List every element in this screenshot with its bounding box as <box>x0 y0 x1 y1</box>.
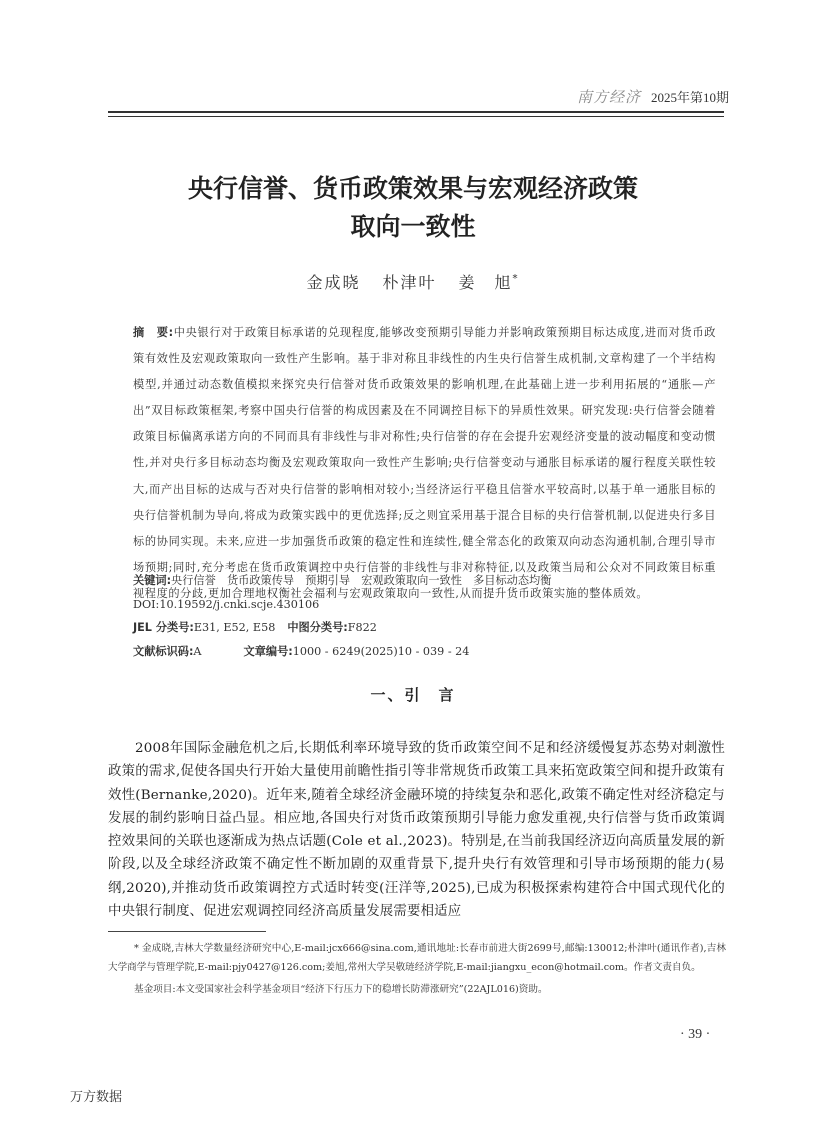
footnotes <box>108 940 726 1000</box>
jel-label: JEL 分类号: <box>133 621 194 634</box>
author-list <box>0 270 826 293</box>
header-double-rule <box>108 111 724 117</box>
doi-row: DOI:10.19592/j.cnki.scje.430106 <box>133 597 320 611</box>
abstract-label: 摘 要: <box>133 326 174 339</box>
author-name: 朴津叶 <box>382 273 437 292</box>
author-name: 金成晓 <box>306 273 361 292</box>
funding-footnote: 基金项目:本文受国家社会科学基金项目“经济下行压力下的稳增长防滞涨研究”(22AJL016)资助。 <box>134 984 548 995</box>
article-metadata <box>133 569 551 663</box>
title-line-2: 取向一致性 <box>350 212 476 241</box>
wanfang-watermark: 万方数据 <box>70 1090 123 1105</box>
body-paragraph: 2008年国际金融危机之后,长期低利率环境导致的货币政策空间不足和经济缓慢复苏态势对刺激性政策的需求,促使各国央行开始大量使用前瞻性指引等非常规货币政策工具来拓宽政策空间和提升政策有效性(Bernanke,2020)。近年来,随着全球经济金融环境的持续复杂和恶化,政策不确定性对经济稳定与发展的制约影响日益凸显。相应地,各国央行对货币政策预期引导能力愈发重视,央行信誉与货币政策调控效果间的关联也逐渐成为热点话题(Cole et al.,2023)。特别是,在当前我国经济迈向高质量发展的新阶段,以及全球经济政策不确定性不断加剧的双重背景下,提升央行有效管理和引导市场预期的能力(易纲,2020),并推动货币政策调控方式适时转变(汪洋等,2025),已成为积极探索构建符合中国式现代化的中央银行制度、促进宏观调控同经济高质量发展需要相适应 <box>108 741 725 920</box>
footnote-rule <box>108 931 266 932</box>
section-heading: 一、引 言 <box>370 686 456 704</box>
keywords-label: 关键词: <box>133 574 172 587</box>
issue-label: 2025年第10期 <box>650 90 729 105</box>
article-no-value: 1000 - 6249(2025)10 - 039 - 24 <box>292 644 470 658</box>
article-title <box>0 170 826 246</box>
keywords-row <box>133 569 551 593</box>
classification-row <box>133 616 551 640</box>
journal-logo: 南方经济 <box>576 88 641 106</box>
author-name: 姜 旭 <box>458 273 513 292</box>
running-header <box>577 86 729 107</box>
abstract-text: 中央银行对于政策目标承诺的兑现程度,能够改变预期引导能力并影响政策预期目标达成度,进而对货币政策有效性及宏观政策取向一致性产生影响。基于非对称且非线性的内生央行信誉生成机制,文章构建了一个半结构模型,并通过动态数值模拟来探究央行信誉对货币政策效果的影响机理,在此基础上进一步利用拓展的“通胀—产出”双目标政策框架,考察中国央行信誉的构成因素及在不同调控目标下的异质性效果。研究发现:央行信誉会随着政策目标偏离承诺方向的不同而具有非线性与非对称性;央行信誉的存在会提升宏观经济变量的波动幅度和变动惯性,并对央行多目标动态均衡及宏观政策取向一致性产生影响;央行信誉变动与通胀目标承诺的履行程度关联性较大,而产出目标的达成与否对央行信誉的影响相对较小;当经济运行平稳且信誉水平较高时,以基于单一通胀目标的央行信誉机制为导向,将成为政策实践中的更优选择;反之则宜采用基于混合目标的央行信誉机制,以促进央行多目标的协同实现。未来,应进一步加强货币政策的稳定性和连续性,健全常态化的政策双向动态沟通机制,合理引导市场预期;同时,充分考虑在货币政策调控中央行信誉的非线性与非对称特征,以及政策当局和公众对不同政策目标重视程度的分歧,更加合理地权衡社会福利与宏观政策取向一致性,从而提升货币政策实施的整体质效。 <box>133 326 716 600</box>
title-line-1: 央行信誉、货币政策效果与宏观经济政策 <box>187 174 638 203</box>
abstract <box>133 320 716 607</box>
keywords-value: 央行信誉 货币政策传导 预期引导 宏观政策取向一致性 多目标动态均衡 <box>171 574 552 587</box>
jel-value: E31, E52, E58 <box>193 621 276 634</box>
page-number: · 39 · <box>680 1027 711 1042</box>
clc-label: 中图分类号: <box>287 621 348 634</box>
document-code-row <box>133 640 551 664</box>
author-footnote: * 金成晓,吉林大学数量经济研究中心,E-mail:jcx666@sina.com,通讯地址:长春市前进大街2699号,邮编:130012;朴津叶(通讯作者),吉林大学商学与管理学院,E-mail:pjy0427@126.com;姜旭,常州大学吴敬琏经济学院,E-mail:jiangxu_econ@hotmail.com。作者文责自负。 <box>108 943 726 973</box>
doc-code-value: A <box>193 644 202 658</box>
author-footnote-mark: * <box>512 273 520 285</box>
doc-code-label: 文献标识码: <box>133 644 194 658</box>
article-no-label: 文章编号: <box>243 644 293 658</box>
clc-value: F822 <box>347 621 377 634</box>
